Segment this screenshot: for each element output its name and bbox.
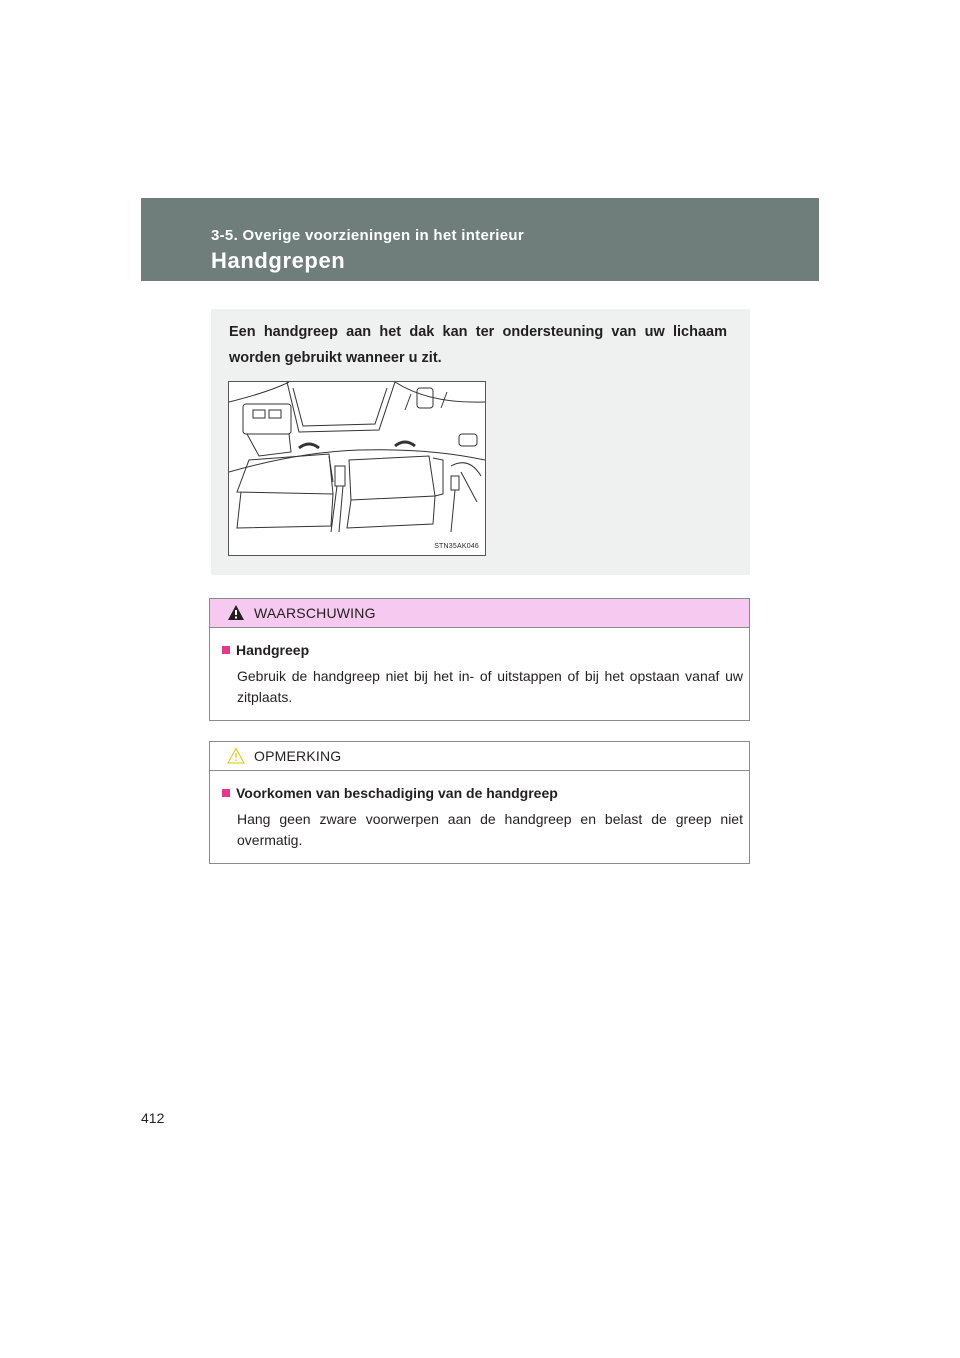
bullet-square-icon <box>222 646 230 654</box>
section-header <box>141 198 819 281</box>
warning-header <box>210 599 749 628</box>
caution-outline-icon <box>227 747 245 764</box>
notice-header <box>210 742 749 771</box>
illustration-grab-handles <box>228 381 486 556</box>
illustration-code: STN35AK046 <box>434 543 479 550</box>
notice-box <box>209 741 750 864</box>
notice-label: OPMERKING <box>254 748 342 764</box>
warning-heading: Handgreep <box>222 640 743 660</box>
warning-box <box>209 598 750 721</box>
bullet-square-icon <box>222 789 230 797</box>
warning-triangle-icon <box>227 604 245 621</box>
car-interior-drawing <box>229 382 485 555</box>
warning-body <box>210 628 749 722</box>
intro-text: Een handgreep aan het dak kan ter ondersteuning van uw lichaam worden gebruikt wanneer u zit. <box>229 324 727 366</box>
page-title: Handgrepen <box>211 248 346 273</box>
page-number: 412 <box>141 1110 165 1126</box>
notice-heading: Voorkomen van beschadiging van de handgreep <box>222 783 743 803</box>
warning-text: Gebruik de handgreep niet bij het in- of uitstappen of bij het opstaan vanaf uw zitplaats. <box>237 668 743 705</box>
notice-text: Hang geen zware voorwerpen aan de handgreep en belast de greep niet overmatig. <box>237 811 743 848</box>
intro-box <box>211 309 750 575</box>
warning-label: WAARSCHUWING <box>254 605 376 621</box>
section-label: 3-5. Overige voorzieningen in het interieur <box>211 227 524 244</box>
notice-body <box>210 771 749 865</box>
